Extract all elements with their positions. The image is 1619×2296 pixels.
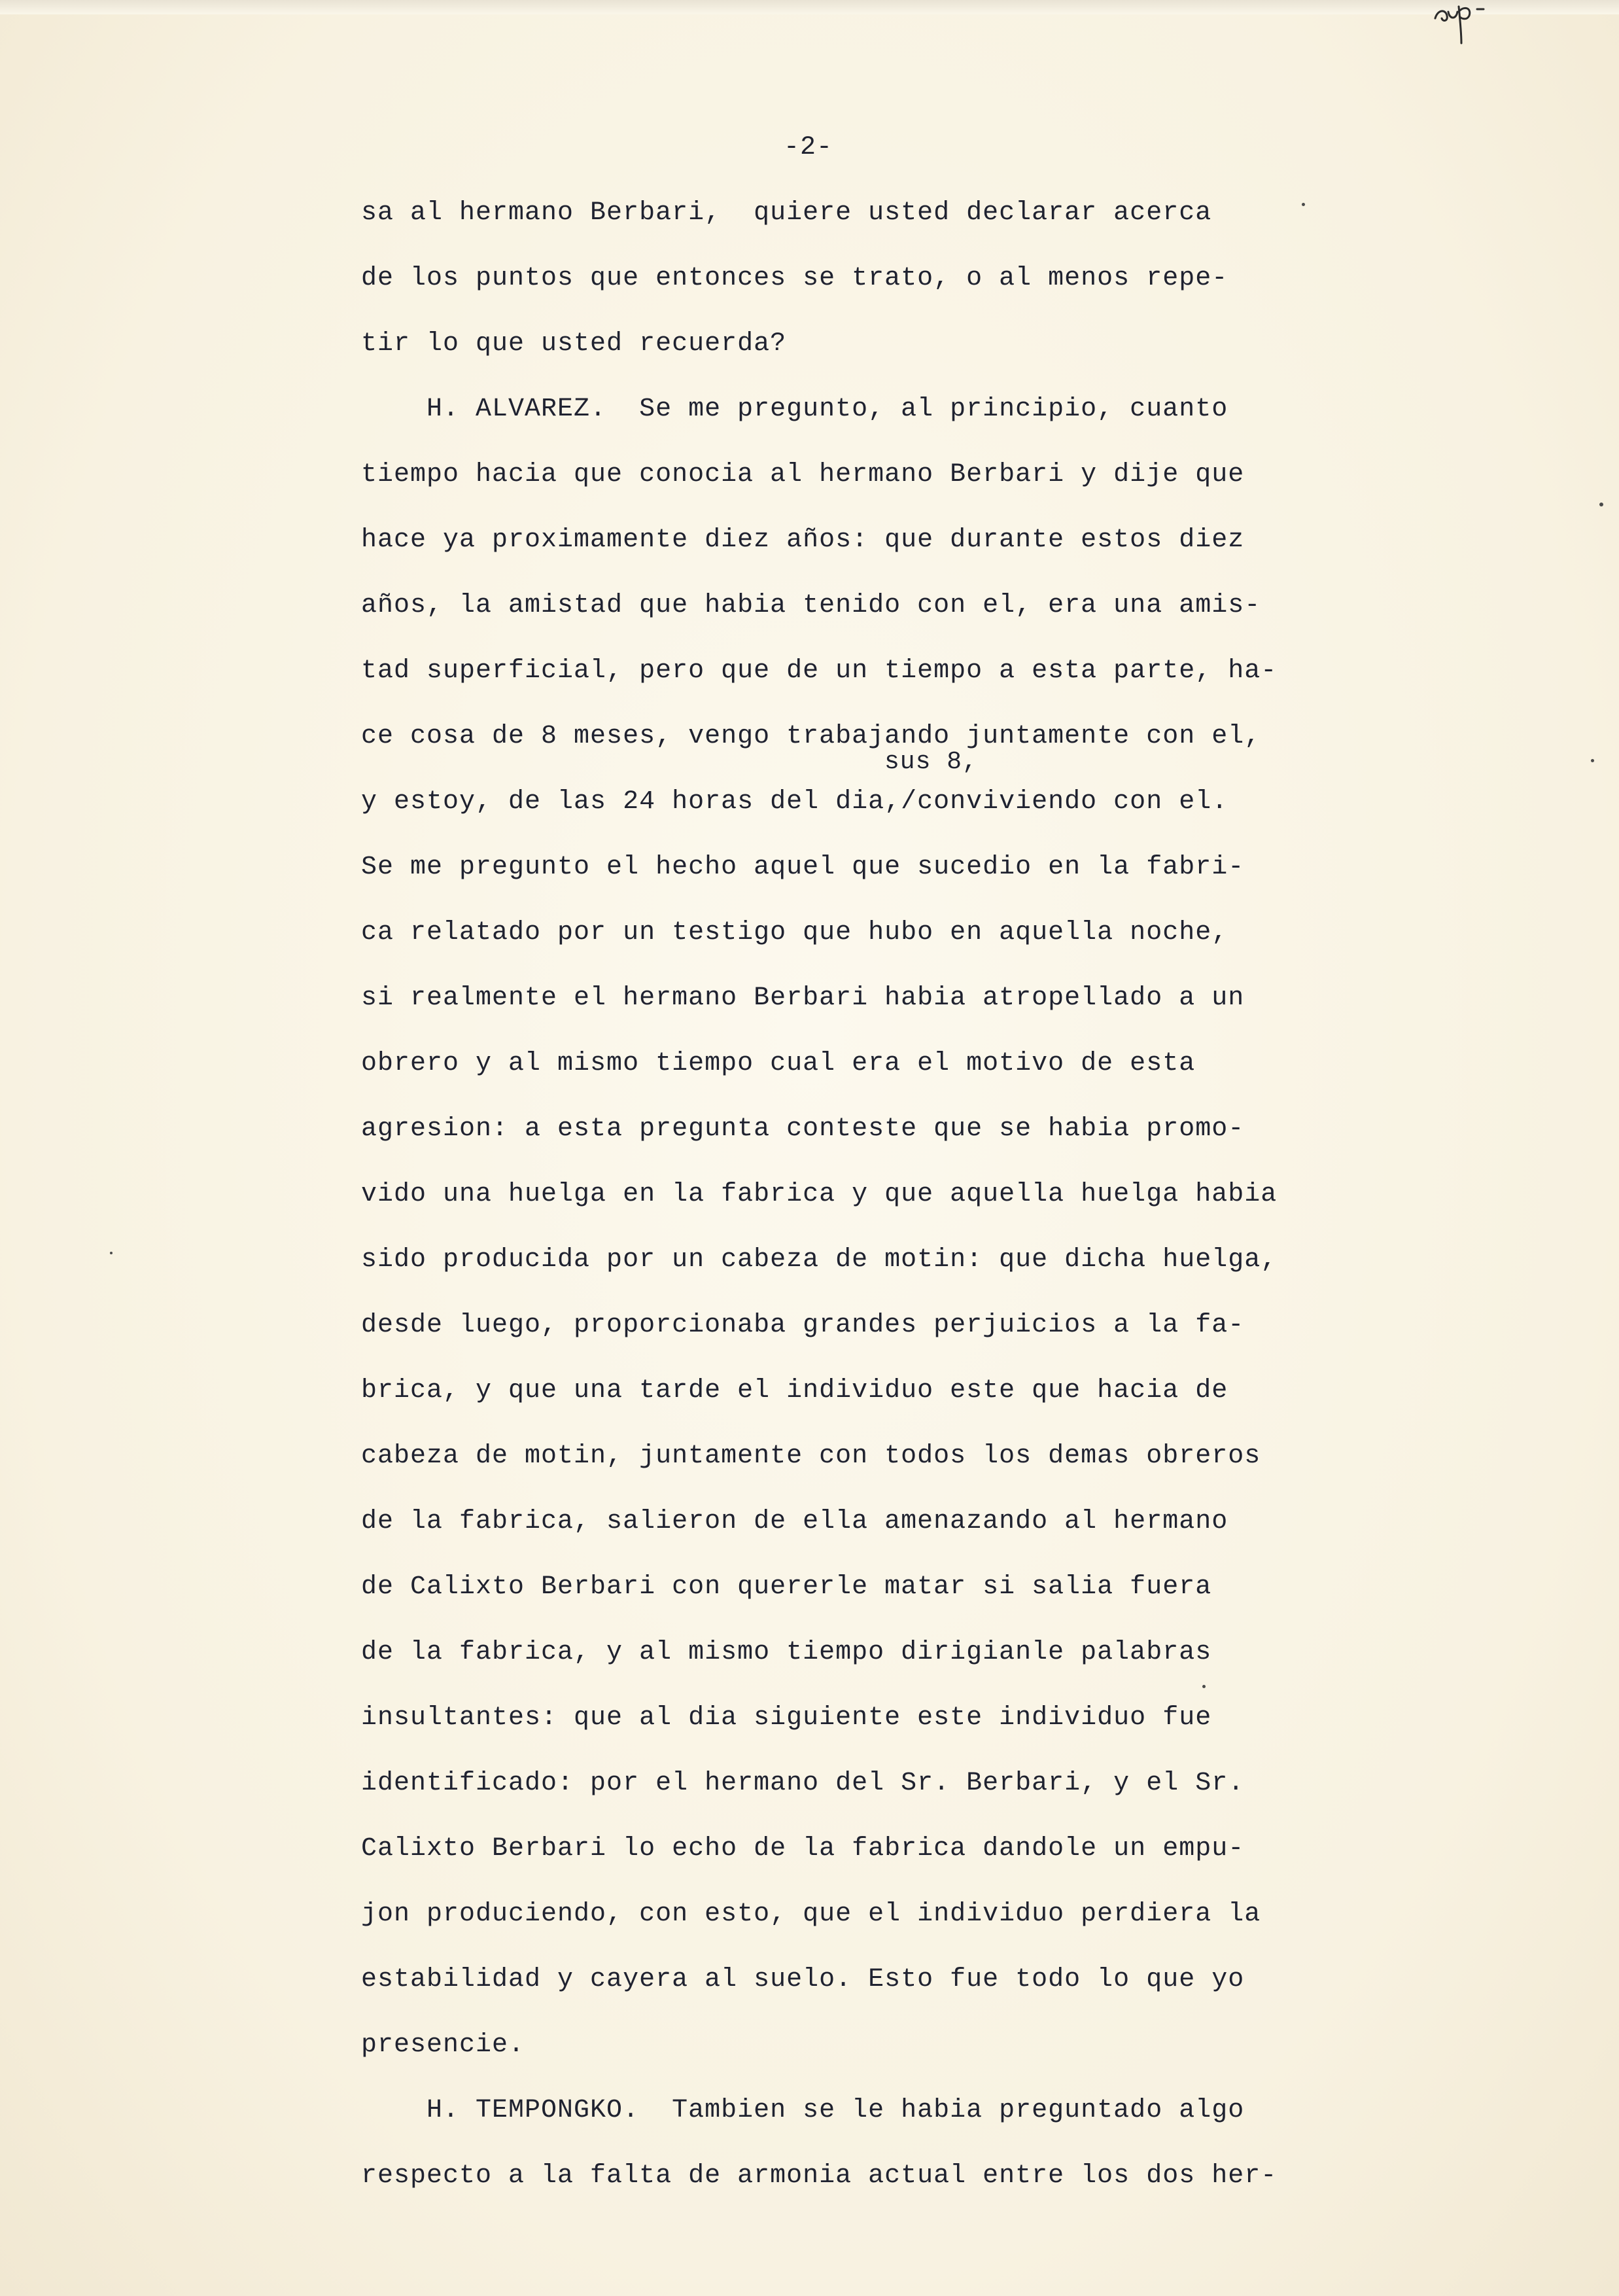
text-line: insultantes: que al dia siguiente este individuo fue [361,1703,1212,1733]
speaker-paragraph: H. ALVAREZ. Se me pregunto, al principio, cuanto [361,395,1228,424]
text-line: vido una huelga en la fabrica y que aquella huelga habia [361,1180,1278,1209]
paper-speck [1599,503,1603,506]
page-number: -2- [784,133,833,162]
text-line: agresion: a esta pregunta conteste que se habia promo- [361,1114,1245,1144]
text-line: sa al hermano Berbari, quiere usted declarar acerca [361,198,1212,228]
text-line: de la fabrica, salieron de ella amenazando al hermano [361,1507,1228,1536]
text-line: cabeza de motin, juntamente con todos los demas obreros [361,1441,1261,1471]
text-line: estabilidad y cayera al suelo. Esto fue todo lo que yo [361,1965,1245,1994]
text-line: tir lo que usted recuerda? [361,329,787,359]
text-line: desde luego, proporcionaba grandes perjuicios a la fa- [361,1311,1245,1340]
text-line: jon produciendo, con esto, que el individuo perdiera la [361,1899,1261,1929]
text-line: de los puntos que entonces se trato, o al menos repe- [361,264,1228,293]
text-line: presencie. [361,2030,525,2060]
text-line: respecto a la falta de armonia actual entre los dos her- [361,2161,1278,2191]
interlinear-insert: sus 8, [884,748,978,776]
text-line: obrero y al mismo tiempo cual era el motivo de esta [361,1049,1196,1078]
text-line: sido producida por un cabeza de motin: que dicha huelga, [361,1245,1278,1275]
text-line: Calixto Berbari lo echo de la fabrica dandole un empu- [361,1834,1245,1863]
text-line: tad superficial, pero que de un tiempo a esta parte, ha- [361,656,1278,686]
paper-speck [1202,1685,1206,1688]
text-line: años, la amistad que habia tenido con el, era una amis- [361,591,1261,620]
paper-speck [1302,203,1305,206]
text-line: tiempo hacia que conocia al hermano Berbari y dije que [361,460,1245,489]
text-line: ce cosa de 8 meses, vengo trabajando juntamente con el, [361,722,1261,751]
text-line: de la fabrica, y al mismo tiempo dirigianle palabras [361,1638,1212,1667]
text-line: brica, y que una tarde el individuo este que hacia de [361,1376,1228,1405]
paper-speck [110,1252,113,1254]
text-line: de Calixto Berbari con quererle matar si salia fuera [361,1572,1212,1602]
text-line: y estoy, de las 24 horas del dia,/conviviendo con el. [361,787,1228,817]
text-line: ca relatado por un testigo que hubo en aquella noche, [361,918,1228,947]
text-line: Se me pregunto el hecho aquel que sucedio en la fabri- [361,853,1245,882]
page-top-edge [0,0,1619,14]
text-line: si realmente el hermano Berbari habia atropellado a un [361,983,1245,1013]
handwritten-annotation [1426,0,1505,79]
text-line: hace ya proximamente diez años: que durante estos diez [361,525,1245,555]
paper-speck [1591,759,1594,762]
text-line: identificado: por el hermano del Sr. Berbari, y el Sr. [361,1769,1245,1798]
speaker-paragraph: H. TEMPONGKO. Tambien se le habia preguntado algo [361,2096,1245,2125]
